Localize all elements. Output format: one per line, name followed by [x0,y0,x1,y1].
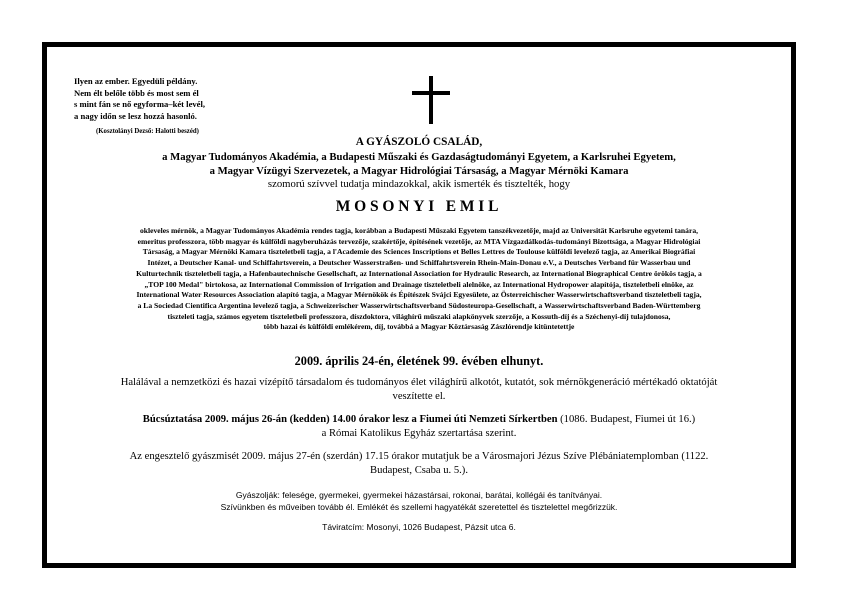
poem-quote [74,76,264,122]
obituary-frame [42,42,796,568]
biography-line: emeritus professzora, több magyar és külföldi nagyberuházás tervezője, szakértője, építésének vezetője, az MTA Vízgazdálkodás-tudományi Bizottsága, a Magyar Hidrológiai [137,236,701,246]
telegram-address: Táviratcím: Mosonyi, 1026 Budapest, Pázsit utca 6. [322,522,516,532]
mass-line: Budapest, Csaba u. 5.). [370,465,468,476]
announcement: szomorú szívvel tudatja mindazokkal, akik ismerték és tisztelték, hogy [267,178,571,190]
mourners [47,489,791,513]
poem-line: s mint fán se nő egyforma–két levél, [74,99,206,109]
biography-line: Intézet, a Deutscher Kanal- und Schiffahrtsverein, a Deutscher Wasserstraßen- und Schiffahrtsverein Rhein-Main-Donau e.V., a Deutsches Verband für Wasserbau und [147,258,691,268]
institution-line: a Magyar Vízügyi Szervezetek, a Magyar Hidrológiai Társaság, a Magyar Mérnöki Kamara [209,164,629,177]
poem-line: Ilyen az ember. Egyedüli példány. [74,76,198,86]
tribute-line: veszítette el. [392,391,446,402]
farewell-rite: a Római Katolikus Egyház szertartása szerint. [321,428,517,439]
mourners-line: Szívünkben és műveiben tovább él. Emlékét és szellemi hagyatékát szeretettel és tisztelettel megőrizzük. [220,502,618,512]
tribute [47,376,791,404]
poem-line: a nagy időn se lesz hozzá hasonló. [74,110,197,121]
memorial-mass [47,450,791,478]
farewell-address: (1086. Budapest, Fiumei út 16.) [557,414,696,425]
family-heading: A GYÁSZOLÓ CSALÁD, [355,136,483,148]
biography [69,226,769,333]
biography-line: több hazai és külföldi emlékérem, díj, továbbá a Magyar Köztársaság Zászlórendje kitüntetettje [263,322,575,332]
mourners-line: Gyászolják: felesége, gyermekei, gyermekei házastársai, rokonai, barátai, kollégái és tanítványai. [235,490,603,500]
cross-icon [412,76,450,124]
biography-line: tiszteleti tagja, számos egyetem tiszteletbeli professzora, díszdoktora, világhírű műszaki alapkönyvek szerzője, a Kossuth-díj és a Széchenyi-díj tulajdonosa, [167,311,671,321]
biography-line: Társaság, a Magyar Mérnöki Kamara tiszteletbeli tagja, a l'Academie des Sciences Inscriptions et Belles Lettres de Toulouse külföldi levelező tagja, az Amerikai Biográfiai [142,247,696,257]
institution-line: a Magyar Tudományos Akadémia, a Budapesti Műszaki és Gazdaságtudományi Egyetem, a Karlsruhei Egyetem, [162,151,676,163]
tribute-line: Halálával a nemzetközi és hazai vízépítő társadalom és tudományos élet világhírű alkotót, kutatót, sok mérnökgeneráció mértékadó oktatóját [120,377,718,388]
farewell-ceremony [47,413,791,441]
deceased-name: MOSONYI EMIL [335,198,503,215]
biography-line: International Water Resources Association alapító tagja, a Magyar Mérnökök és Építészek Svájci Egyesülete, az Österreichischer Wasserwirtschaftsverband tiszteletbeli tagja, [136,290,702,300]
farewell-bold: Búcsúztatása 2009. május 26-án (kedden) 14.00 órakor lesz a Fiumei úti Nemzeti Sírkertben [142,414,558,425]
death-date: 2009. április 24-én, életének 99. évében elhunyt. [294,354,544,368]
mass-line: Az engesztelő gyászmisét 2009. május 27-én (szerdán) 17.15 órakor mutatjuk be a Városmajori Jézus Szíve Plébániatemplomban (1122. [129,451,709,462]
institutions [47,151,791,178]
poem-line: Nem élt belőle több és most sem él [74,87,199,98]
biography-line: Kulturtechnik tiszteletbeli tagja, a Hafenbautechnische Gesellschaft, az International Association for Hydraulic Research, az International Biographical Centre örökös tagja, a [136,268,702,278]
farewell-line [47,413,791,427]
biography-line: a La Sociedad Cientifica Argentina levelező tagja, a Schweizerischer Wasserwirtschaftsverband Südosteuropa-Gesellschaft, a Wasserwirtschaftsverband Baden-Württemberg [137,300,701,310]
poem-author: (Kosztolányi Dezső: Halotti beszéd) [96,128,199,135]
biography-line: „TOP 100 Medal" birtokosa, az International Commission of Irrigation and Drainage tiszteletbeli alelnöke, az International Hydropower alapítója, tiszteletbeli elnöke, az [144,279,694,289]
biography-line: okleveles mérnök, a Magyar Tudományos Akadémia rendes tagja, korábban a Budapesti Műszaki Egyetem tanszékvezetője, majd az Universität Karlsruhe egyetemi tanára, [139,226,699,235]
